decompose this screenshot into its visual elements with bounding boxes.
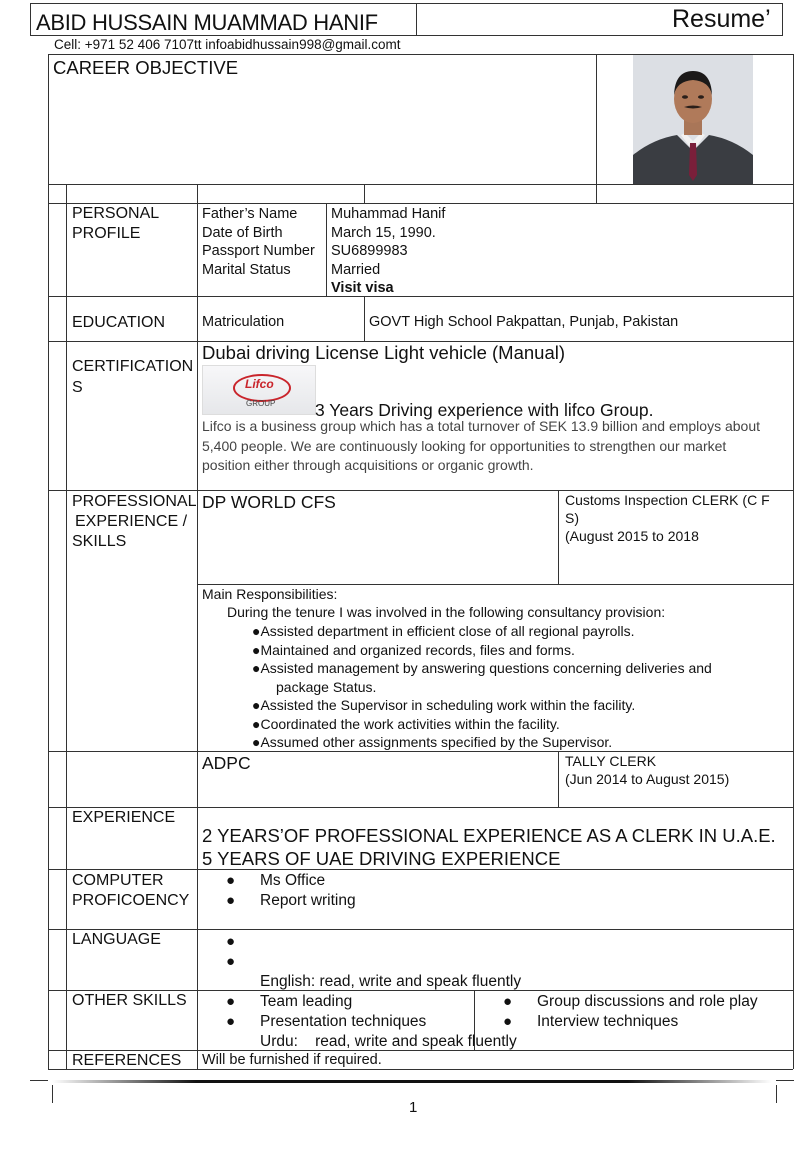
role-customs-clerk xyxy=(565,491,770,545)
language-item: English: read, write and speak fluently xyxy=(260,973,522,990)
professional-label xyxy=(72,492,196,552)
page-number: 1 xyxy=(409,1099,418,1116)
bullet-icon: ● xyxy=(226,993,236,1010)
role2-line: (Jun 2014 to August 2015) xyxy=(565,771,730,787)
role2-line: TALLY CLERK xyxy=(565,753,657,769)
computer-label-line2: PROFICOENCY xyxy=(72,892,190,909)
personal-profile-label xyxy=(72,205,159,244)
other-skills-left xyxy=(260,992,426,1032)
responsibilities-list xyxy=(252,622,712,752)
education-institution: GOVT High School Pakpattan, Punjab, Pakistan xyxy=(369,314,679,330)
marital-value: Married xyxy=(331,261,381,278)
passport-key: Passport Number xyxy=(202,243,315,259)
computer-label xyxy=(72,871,189,911)
other-skills-label: OTHER SKILLS xyxy=(72,992,187,1009)
bullet-icon: ● xyxy=(226,892,236,909)
role1-line: Customs Inspection CLERK (C F xyxy=(565,492,770,508)
responsibility-item: ●Maintained and organized records, files and forms. xyxy=(252,641,575,658)
responsibility-item: ●Assisted the Supervisor in scheduling work within the facility. xyxy=(252,697,636,713)
bullet-icon: ● xyxy=(503,1013,513,1030)
responsibility-item: ●Coordinated the work activities within the facility. xyxy=(252,715,560,732)
lifco-desc-line: Lifco is a business group which has a total turnover of SEK 13.9 billion and employs about xyxy=(202,418,760,434)
other-skills-left-bullets xyxy=(226,992,235,1032)
lifco-desc-line: position either through acquisitions or organic growth. xyxy=(202,457,534,473)
father-name-value: Muhammad Hanif xyxy=(331,206,446,222)
driving-license: Dubai driving License Light vehicle (Manual) xyxy=(202,342,565,363)
dob-value: March 15, 1990. xyxy=(331,224,436,241)
bullet-icon: ● xyxy=(226,933,236,950)
role1-line: S) xyxy=(565,510,579,526)
skill-item: Interview techniques xyxy=(537,1013,679,1030)
responsibility-item: package Status. xyxy=(276,678,377,695)
responsibility-item: ●Assisted department in efficient close of all regional payrolls. xyxy=(252,623,635,639)
contact-line: Cell: +971 52 406 7107tt infoabidhussain998@gmail.comt xyxy=(54,37,401,52)
prof-label-line: EXPERIENCE / xyxy=(75,513,188,530)
other-skills-right xyxy=(537,992,758,1032)
employer-adpc: ADPC xyxy=(202,753,251,773)
personal-label-line1: PERSONAL xyxy=(72,205,160,222)
responsibilities-intro: During the tenure I was involved in the following consultancy provision: xyxy=(227,604,666,620)
skill-item: Presentation techniques xyxy=(260,1013,427,1030)
computer-items xyxy=(260,871,356,911)
certifications-label xyxy=(72,358,193,398)
language-bullets xyxy=(226,932,235,972)
resume-label: Resume’ xyxy=(672,5,771,33)
education-degree: Matriculation xyxy=(202,314,285,330)
lifco-description xyxy=(202,417,760,476)
personal-label-line2: PROFILE xyxy=(72,225,141,243)
prof-label-line: PROFESSIONAL xyxy=(72,493,197,510)
bullet-icon: ● xyxy=(226,953,236,970)
computer-bullets xyxy=(226,871,235,911)
footer-rule xyxy=(52,1080,772,1083)
profile-field-values xyxy=(331,205,445,298)
candidate-name: ABID HUSSAIN MUAMMAD HANIF xyxy=(36,10,378,35)
language-label: LANGUAGE xyxy=(72,931,161,948)
experience-label: EXPERIENCE xyxy=(72,809,176,826)
cert-label-line2: S xyxy=(72,379,83,397)
computer-item: Report writing xyxy=(260,892,356,909)
visa-status: Visit visa xyxy=(331,280,394,296)
marital-key: Marital Status xyxy=(202,261,291,278)
passport-value: SU6899983 xyxy=(331,243,408,259)
responsibilities-title: Main Responsibilities: xyxy=(202,586,338,602)
profile-photo xyxy=(633,55,753,184)
employer-dp-world: DP WORLD CFS xyxy=(202,492,336,512)
education-label: EDUCATION xyxy=(72,314,166,331)
responsibility-item: ●Assisted management by answering questions concerning deliveries and xyxy=(252,660,712,676)
cert-label-line1: CERTIFICATION xyxy=(72,358,194,375)
dob-key: Date of Birth xyxy=(202,224,283,241)
experience-line1: 2 YEARS’OF PROFESSIONAL EXPERIENCE AS A CLERK IN U.A.E. xyxy=(202,825,776,846)
logo-text: Lifco xyxy=(245,377,274,391)
person-portrait-icon xyxy=(633,55,753,184)
language-item: Urdu: read, write and speak fluently xyxy=(260,1033,517,1050)
career-objective-label: CAREER OBJECTIVE xyxy=(53,57,239,78)
bullet-icon: ● xyxy=(226,872,236,889)
skill-item: Group discussions and role play xyxy=(537,993,758,1010)
bullet-icon: ● xyxy=(226,1013,236,1030)
computer-item: Ms Office xyxy=(260,872,326,889)
prof-label-line: SKILLS xyxy=(72,533,127,550)
responsibility-item: ●Assumed other assignments specified by the Supervisor. xyxy=(252,734,613,750)
logo-subtext: GROUP xyxy=(246,399,276,408)
references-value: Will be furnished if required. xyxy=(202,1052,382,1068)
role1-line: (August 2015 to 2018 xyxy=(565,528,699,544)
lifco-experience: 3 Years Driving experience with lifco Group. xyxy=(315,400,654,420)
profile-field-keys xyxy=(202,205,315,279)
computer-label-line1: COMPUTER xyxy=(72,872,164,889)
lifco-desc-line: 5,400 people. We are continuously looking for opportunities to strengthen our market xyxy=(202,437,727,454)
skill-item: Team leading xyxy=(260,993,353,1010)
bullet-icon: ● xyxy=(503,993,513,1010)
other-skills-right-bullets xyxy=(503,992,512,1032)
father-name-key: Father’s Name xyxy=(202,206,298,222)
experience-line2: 5 YEARS OF UAE DRIVING EXPERIENCE xyxy=(202,848,561,869)
role-tally-clerk xyxy=(565,752,729,788)
references-label: REFERENCES xyxy=(72,1052,182,1069)
lifco-logo xyxy=(202,365,316,415)
